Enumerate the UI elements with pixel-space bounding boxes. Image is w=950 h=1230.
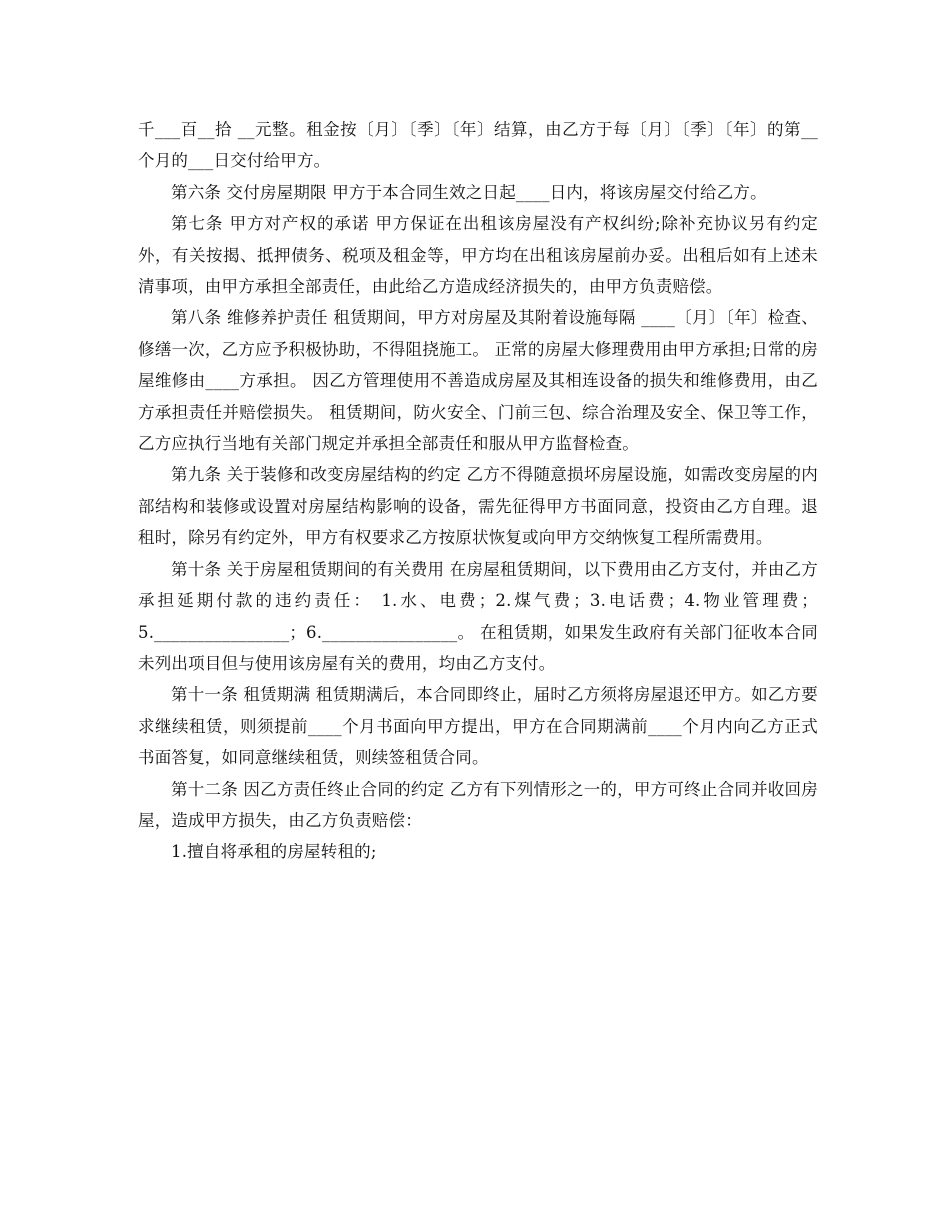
contract-page bbox=[138, 114, 818, 868]
paragraph-article-10: 第十条 关于房屋租赁期间的有关费用 在房屋租赁期间，以下费用由乙方支付，并由乙方承担延期付款的违约责任： 1.水、电费；2.煤气费；3.电话费；4.物业管理费；5.________________；6.________________。 在租赁期，如果发生政府有关部门征收本合同未列出项目但与使用该房屋有关的费用，均由乙方支付。 bbox=[138, 559, 818, 673]
paragraph-rent-settlement: 千___百__拾 __元整。租金按〔月〕〔季〕〔年〕结算，由乙方于每〔月〕〔季〕〔年〕的第__个月的___日交付给甲方。 bbox=[138, 120, 818, 171]
paragraph-article-7: 第七条 甲方对产权的承诺 甲方保证在出租该房屋没有产权纠纷;除补充协议另有约定外，有关按揭、抵押债务、税项及租金等，甲方均在出租该房屋前办妥。出租后如有上述未清事项，由甲方承担全部责任，由此给乙方造成经济损失的，由甲方负责赔偿。 bbox=[138, 214, 818, 297]
paragraph-article-6: 第六条 交付房屋期限 甲方于本合同生效之日起____日内，将该房屋交付给乙方。 bbox=[171, 182, 767, 202]
paragraph-article-12: 第十二条 因乙方责任终止合同的约定 乙方有下列情形之一的，甲方可终止合同并收回房屋，造成甲方损失，由乙方负责赔偿： bbox=[138, 779, 818, 830]
paragraph-article-11: 第十一条 租赁期满 租赁期满后，本合同即终止，届时乙方须将房屋退还甲方。如乙方要求继续租赁，则须提前____个月书面向甲方提出，甲方在合同期满前____个月内向乙方正式书面答复，如同意继续租赁，则续签租赁合同。 bbox=[138, 685, 818, 768]
paragraph-article-9: 第九条 关于装修和改变房屋结构的约定 乙方不得随意损坏房屋设施，如需改变房屋的内部结构和装修或设置对房屋结构影响的设备，需先征得甲方书面同意，投资由乙方自理。退租时，除另有约定外，甲方有权要求乙方按原状恢复或向甲方交纳恢复工程所需费用。 bbox=[138, 465, 818, 548]
paragraph-article-12-item-1: 1.擅自将承租的房屋转租的; bbox=[171, 842, 377, 862]
paragraph-article-8: 第八条 维修养护责任 租赁期间，甲方对房屋及其附着设施每隔 ____〔月〕〔年〕检查、修缮一次，乙方应予积极协助，不得阻挠施工。 正常的房屋大修理费用由甲方承担;日常的房屋维修由____方承担。 因乙方管理使用不善造成房屋及其相连设备的损失和维修费用，由乙方承担责任并赔偿损失。 租赁期间，防火安全、门前三包、综合治理及安全、保卫等工作，乙方应执行当地有关部门规定并承担全部责任和服从甲方监督检查。 bbox=[138, 308, 818, 454]
